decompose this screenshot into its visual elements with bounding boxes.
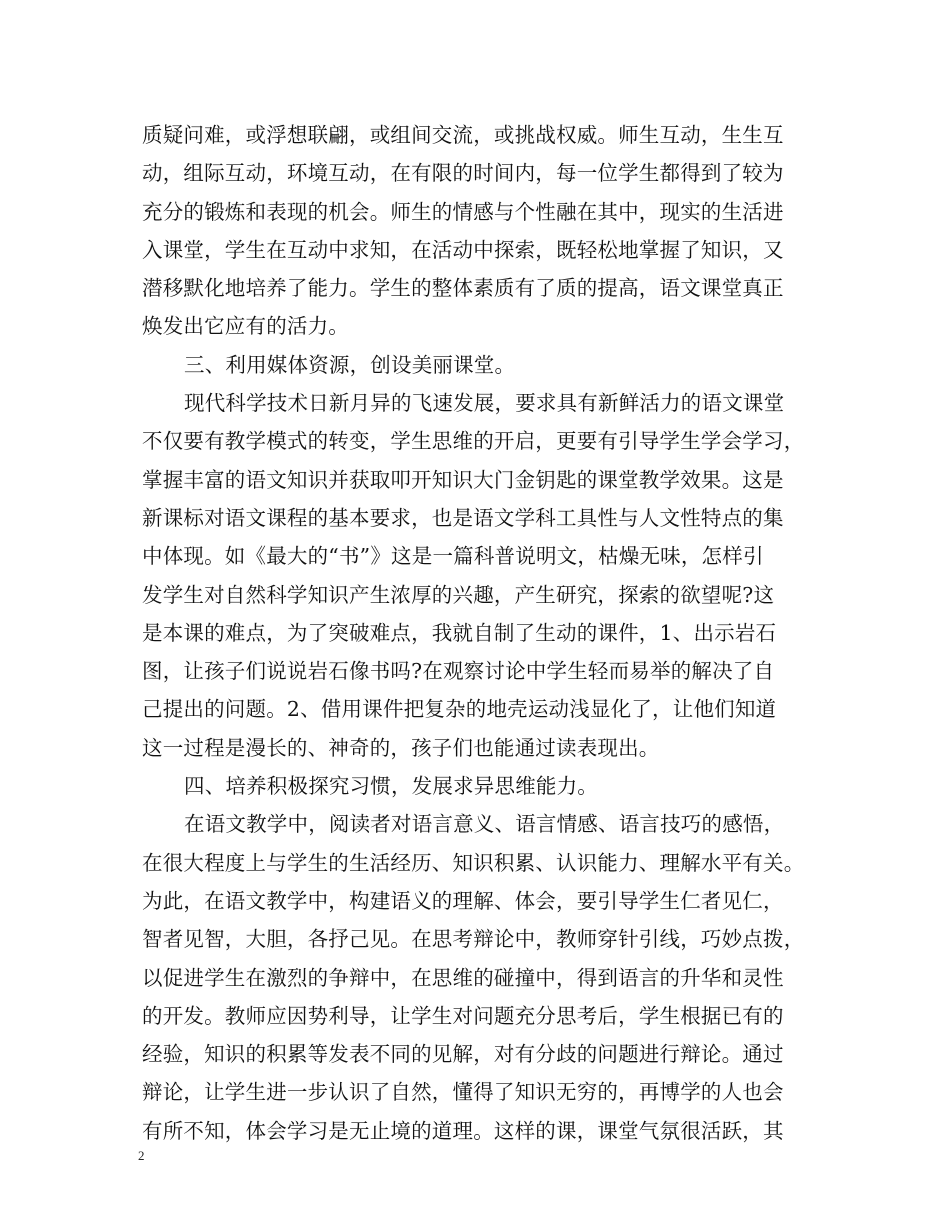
- text-line: 经验，知识的积累等发表不同的见解，对有分歧的问题进行辩论。通过: [142, 1042, 784, 1067]
- paragraph-first-line: 在语文教学中，阅读者对语言意义、语言情感、语言技巧的感悟，: [184, 812, 785, 837]
- text-line: 是本课的难点，为了突破难点，我就自制了生动的课件，1、出示岩石: [142, 620, 777, 645]
- text-line: 有所不知，体会学习是无止境的道理。这样的课，课堂气氛很活跃，其: [142, 1118, 784, 1143]
- paragraph-first-line: 现代科学技术日新月异的飞速发展，要求具有新鲜活力的语文课堂: [184, 391, 785, 416]
- text-line: 这一过程是漫长的、神奇的，孩子们也能通过读表现出。: [142, 735, 660, 760]
- text-line: 为此，在语文教学中，构建语义的理解、体会，要引导学生仁者见仁，: [142, 888, 784, 913]
- page-number: 2: [138, 1148, 145, 1163]
- text-line: 在很大程度上与学生的生活经历、知识积累、认识能力、理解水平有关。: [142, 850, 805, 875]
- text-line: 掌握丰富的语文知识并获取叩开知识大门金钥匙的课堂教学效果。这是: [142, 467, 784, 492]
- paragraph-first-line: 三、利用媒体资源，创设美丽课堂。: [184, 352, 516, 377]
- text-line: 中体现。如《最大的“书”》这是一篇科普说明文，枯燥无味，怎样引: [142, 544, 764, 569]
- text-line: 发学生对自然科学知识产生浓厚的兴趣，产生研究，探索的欲望呢?这: [142, 582, 775, 607]
- text-line: 的开发。教师应因势利导，让学生对问题充分思考后，学生根据已有的: [142, 1003, 784, 1028]
- text-line: 质疑问难，或浮想联翩，或组间交流，或挑战权威。师生互动，生生互: [142, 123, 784, 147]
- text-line: 新课标对语文课程的基本要求，也是语文学科工具性与人文性特点的集: [142, 505, 784, 530]
- text-line: 己提出的问题。2、借用课件把复杂的地壳运动浅显化了，让他们知道: [142, 697, 777, 722]
- text-line: 不仅要有教学模式的转变，学生思维的开启，更要有引导学生学会学习，: [142, 429, 805, 454]
- text-line: 潜移默化地培养了能力。学生的整体素质有了质的提高，语文课堂真正: [142, 276, 784, 301]
- text-line: 图，让孩子们说说岩石像书吗?在观察讨论中学生轻而易举的解决了自: [142, 659, 775, 684]
- text-line: 以促进学生在激烈的争辩中，在思维的碰撞中，得到语言的升华和灵性: [142, 965, 784, 990]
- text-line: 辩论，让学生进一步认识了自然，懂得了知识无穷的，再博学的人也会: [142, 1080, 784, 1105]
- text-line: 充分的锻炼和表现的机会。师生的情感与个性融在其中，现实的生活进: [142, 199, 784, 224]
- paragraph-first-line: 四、培养积极探究习惯，发展求异思维能力。: [184, 774, 598, 799]
- body-text: [142, 116, 822, 1150]
- text-line: 焕发出它应有的活力。: [142, 314, 349, 339]
- text-line: 入课堂，学生在互动中求知，在活动中探索，既轻松地掌握了知识，又: [142, 237, 784, 262]
- text-line: 智者见智，大胆，各抒己见。在思考辩论中，教师穿针引线，巧妙点拨，: [142, 927, 805, 952]
- text-line: 动，组际互动，环境互动，在有限的时间内，每一位学生都得到了较为: [142, 161, 784, 186]
